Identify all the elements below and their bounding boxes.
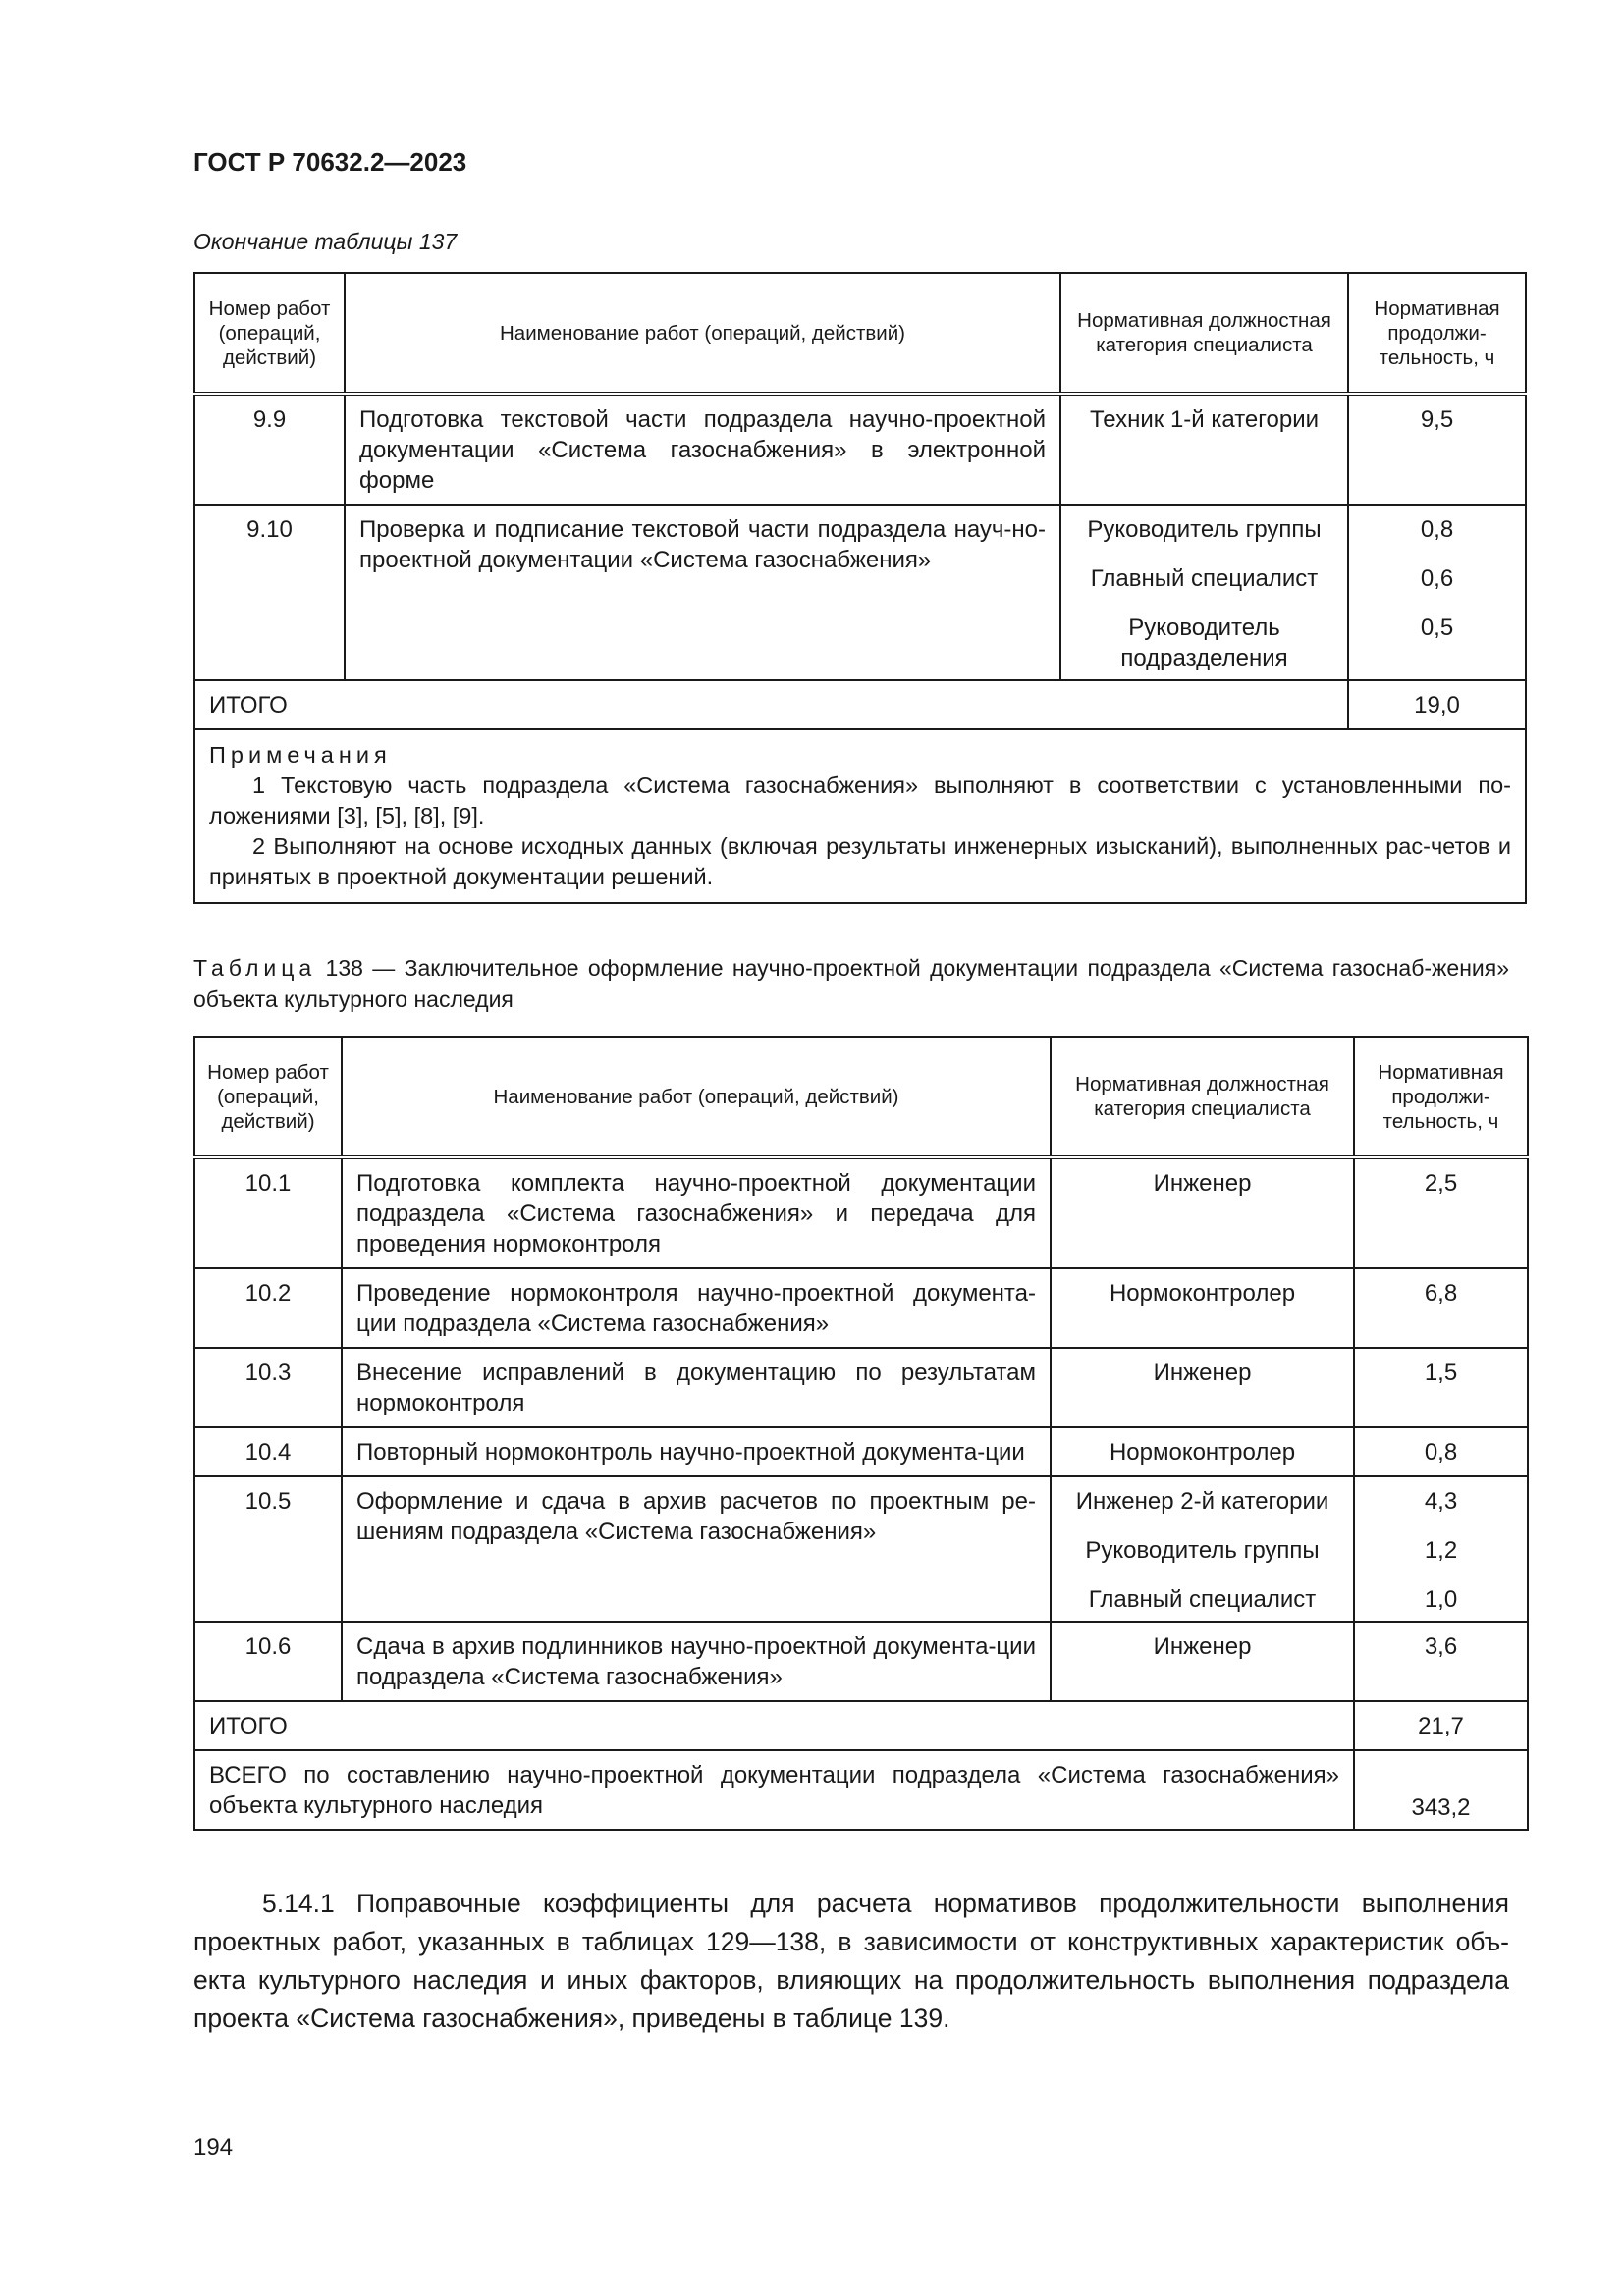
table-row xyxy=(194,1157,1528,1268)
table-row xyxy=(194,1476,1528,1622)
table-137-caption: Окончание таблицы 137 xyxy=(193,229,458,254)
table-row xyxy=(194,1268,1528,1348)
table-138-caption xyxy=(193,952,1509,1015)
specialist-category-cell xyxy=(1051,1476,1354,1622)
duration-cell xyxy=(1354,1348,1528,1427)
notes-heading: Примечания xyxy=(209,742,392,768)
total-row xyxy=(194,680,1526,729)
specialist-category: Руководитель группы xyxy=(1085,1537,1320,1564)
header-work-number: Номер работ (операций, действий) xyxy=(194,273,345,394)
duration-cell xyxy=(1354,1427,1528,1476)
specialist-category-cell xyxy=(1051,1622,1354,1701)
duration-cell xyxy=(1348,394,1526,505)
specialist-category-cell xyxy=(1051,1348,1354,1427)
work-number-cell: 10.4 xyxy=(194,1427,342,1476)
body-paragraph: 5.14.1 Поправочные коэффициенты для расчета нормативов продолжительности выполнения проектных работ, указанных в таблицах 129—138, в зависимости от конструктивных характеристик объ-екта культурного наследия и иных факторов, влияющих на продолжительность выполнения подраздела проекта «Система газоснабжения», приведены в таблице 139. xyxy=(193,1889,1509,2033)
table-row xyxy=(194,1427,1528,1476)
duration-cell xyxy=(1348,505,1526,680)
table-caption-text: 138 — Заключительное оформление научно-проектной документации подраздела «Система газоснаб-жения» объекта культурного наследия xyxy=(193,955,1510,1012)
work-number-cell: 10.3 xyxy=(194,1348,342,1427)
grand-total-value: 343,2 xyxy=(1354,1750,1528,1830)
header-work-number: Номер работ (операций, действий) xyxy=(194,1037,342,1157)
work-name-cell: Подготовка комплекта научно-проектной документации подраздела «Система газоснабжения» и передача для проведения нормоконтроля xyxy=(342,1157,1051,1268)
table-row xyxy=(194,1622,1528,1701)
duration-value: 3,6 xyxy=(1424,1633,1458,1660)
specialist-category: Инженер xyxy=(1153,1170,1252,1197)
work-name-cell: Оформление и сдача в архив расчетов по проектным ре-шениям подраздела «Система газоснабжения» xyxy=(342,1476,1051,1622)
work-name-cell: Проведение нормоконтроля научно-проектной документа-ции подраздела «Система газоснабжения» xyxy=(342,1268,1051,1348)
notes-row xyxy=(194,729,1526,903)
header-specialist-category: Нормативная должностная категория специалиста xyxy=(1060,273,1348,394)
specialist-category: Главный специалист xyxy=(1090,565,1319,592)
grand-total-row xyxy=(194,1750,1528,1830)
specialist-category: Нормоконтролер xyxy=(1109,1439,1296,1466)
duration-value: 9,5 xyxy=(1420,406,1454,433)
table-header-row xyxy=(194,273,1526,394)
total-value: 19,0 xyxy=(1348,680,1526,729)
note-item: 1 Текстовую часть подраздела «Система газоснабжения» выполняют в соответствии с установленными по-ложениями [3], [5], [8], [9]. xyxy=(209,773,1511,828)
duration-value: 0,5 xyxy=(1420,614,1454,641)
table-row xyxy=(194,394,1526,505)
work-name-cell: Сдача в архив подлинников научно-проектной документа-ции подраздела «Система газоснабжения» xyxy=(342,1622,1051,1701)
specialist-category-cell xyxy=(1051,1268,1354,1348)
table-caption-prefix: Таблица xyxy=(193,955,317,981)
duration-value: 2,5 xyxy=(1424,1170,1458,1197)
duration-value: 1,0 xyxy=(1424,1586,1458,1613)
duration-cell xyxy=(1354,1622,1528,1701)
duration-cell xyxy=(1354,1268,1528,1348)
duration-cell xyxy=(1354,1476,1528,1622)
work-number-cell: 10.2 xyxy=(194,1268,342,1348)
table-row xyxy=(194,1348,1528,1427)
specialist-category: Нормоконтролер xyxy=(1109,1280,1296,1307)
header-duration: Нормативная продолжи-тельность, ч xyxy=(1354,1037,1528,1157)
duration-value: 1,5 xyxy=(1424,1360,1458,1386)
duration-value: 0,8 xyxy=(1424,1439,1458,1466)
table-row xyxy=(194,505,1526,680)
table-137 xyxy=(193,272,1527,904)
specialist-category: Инженер xyxy=(1153,1633,1252,1660)
total-label: ИТОГО xyxy=(194,680,1348,729)
duration-cell xyxy=(1354,1157,1528,1268)
work-name-cell: Внесение исправлений в документацию по результатам нормоконтроля xyxy=(342,1348,1051,1427)
specialist-category: Руководитель подразделения xyxy=(1120,614,1288,671)
header-work-name: Наименование работ (операций, действий) xyxy=(345,273,1060,394)
work-number-cell: 10.5 xyxy=(194,1476,342,1622)
duration-value: 1,2 xyxy=(1424,1537,1458,1564)
header-work-name: Наименование работ (операций, действий) xyxy=(342,1037,1051,1157)
table-138 xyxy=(193,1036,1529,1831)
work-number-cell: 9.10 xyxy=(194,505,345,680)
specialist-category-cell xyxy=(1060,505,1348,680)
page-number: 194 xyxy=(193,2134,234,2161)
work-number-cell: 10.1 xyxy=(194,1157,342,1268)
specialist-category-cell xyxy=(1051,1427,1354,1476)
duration-value: 4,3 xyxy=(1424,1488,1458,1515)
work-number-cell: 9.9 xyxy=(194,394,345,505)
specialist-category: Инженер xyxy=(1153,1360,1252,1386)
specialist-category: Инженер 2-й категории xyxy=(1075,1488,1329,1515)
work-name-cell: Подготовка текстовой части подраздела научно-проектной документации «Система газоснабжения» в электронной форме xyxy=(345,394,1060,505)
duration-value: 0,6 xyxy=(1420,565,1454,592)
work-number-cell: 10.6 xyxy=(194,1622,342,1701)
duration-value: 0,8 xyxy=(1420,516,1454,543)
specialist-category-cell xyxy=(1060,394,1348,505)
document-code: ГОСТ Р 70632.2—2023 xyxy=(193,147,467,177)
header-duration: Нормативная продолжи-тельность, ч xyxy=(1348,273,1526,394)
header-specialist-category: Нормативная должностная категория специалиста xyxy=(1051,1037,1354,1157)
table-header-row xyxy=(194,1037,1528,1157)
note-item: 2 Выполняют на основе исходных данных (включая результаты инженерных изысканий), выполненных рас-четов и принятых в проектной документации решений. xyxy=(209,833,1511,889)
duration-value: 6,8 xyxy=(1424,1280,1458,1307)
work-name-cell: Проверка и подписание текстовой части подраздела науч-но-проектной документации «Система газоснабжения» xyxy=(345,505,1060,680)
specialist-category: Главный специалист xyxy=(1088,1586,1317,1613)
total-value: 21,7 xyxy=(1354,1701,1528,1750)
work-name-cell: Повторный нормоконтроль научно-проектной документа-ции xyxy=(342,1427,1051,1476)
table-notes xyxy=(194,729,1526,903)
total-label: ИТОГО xyxy=(194,1701,1354,1750)
specialist-category: Руководитель группы xyxy=(1087,516,1322,543)
specialist-category: Техник 1-й категории xyxy=(1089,406,1320,433)
specialist-category-cell xyxy=(1051,1157,1354,1268)
grand-total-label: ВСЕГО по составлению научно-проектной документации подраздела «Система газоснабжения» объекта культурного наследия xyxy=(194,1750,1354,1830)
total-row xyxy=(194,1701,1528,1750)
